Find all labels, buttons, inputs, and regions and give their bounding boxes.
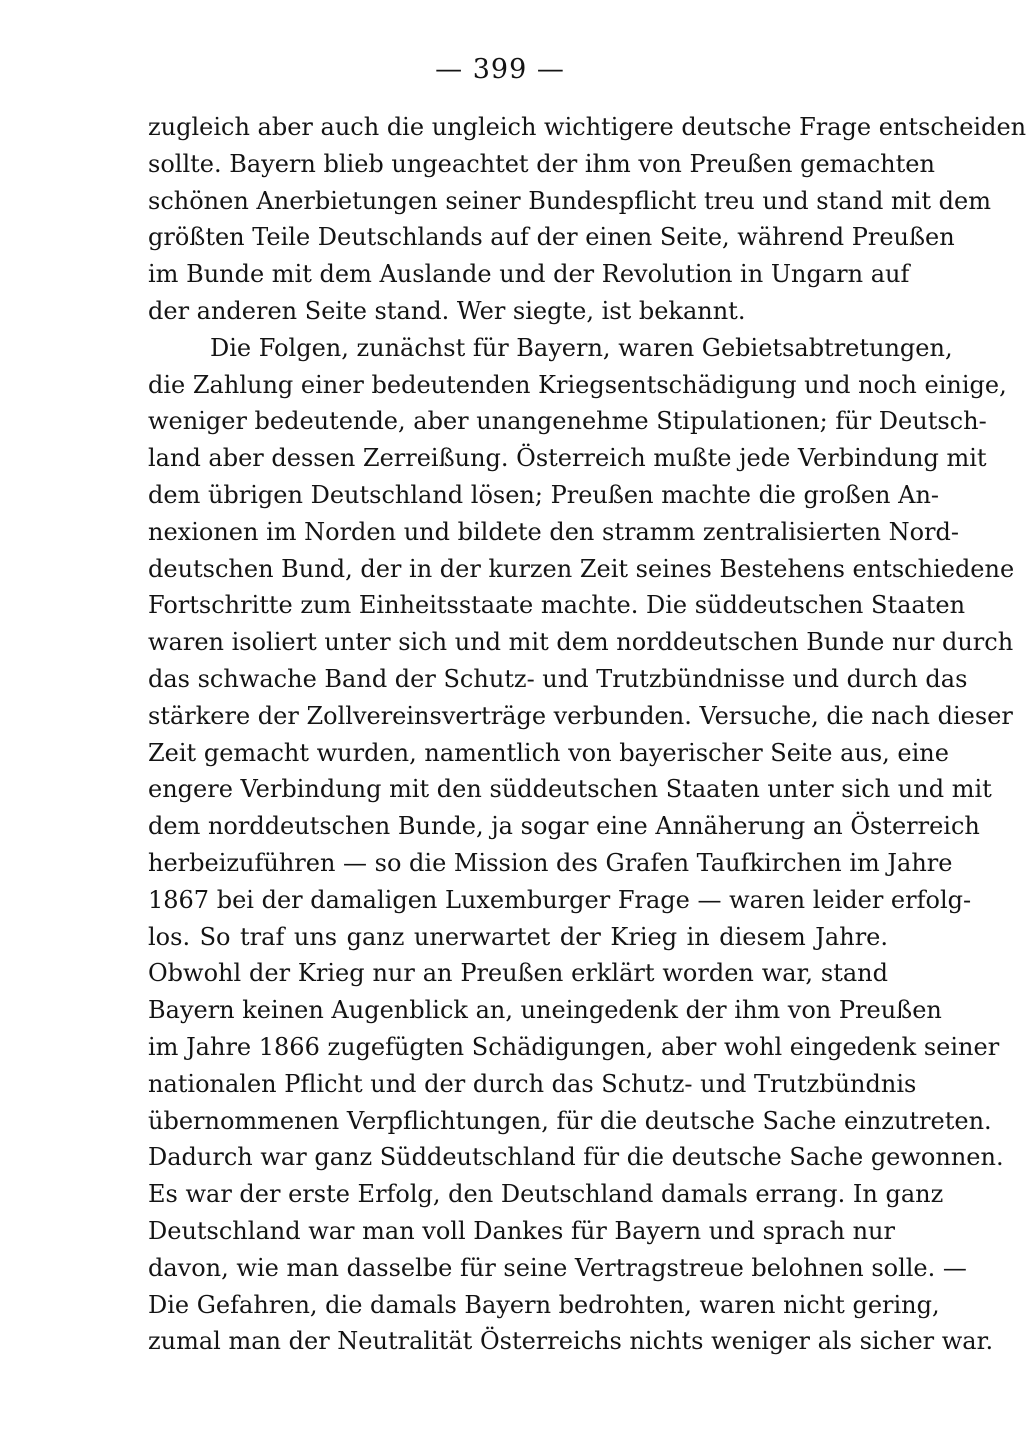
text-line: die Zahlung einer bedeutenden Kriegsentschädigung und noch einige, [148,370,1007,399]
paragraph-1 [148,109,1026,330]
paragraph-2 [148,330,1015,1360]
text-line: im Bunde mit dem Auslande und der Revolution in Ungarn auf [148,260,910,289]
text-line: sollte. Bayern blieb ungeachtet der ihm von Preußen gemachten [148,149,935,178]
text-line: weniger bedeutende, aber unangenehme Stipulationen; für Deutsch- [148,407,987,436]
text-line: dem norddeutschen Bunde, ja sogar eine Annäherung an Österreich [148,812,980,841]
text-line: Obwohl der Krieg nur an Preußen erklärt worden war, stand [148,959,888,988]
text-line: im Jahre 1866 zugefügten Schädigungen, aber wohl eingedenk seiner [148,1032,1000,1061]
text-line: davon, wie man dasselbe für seine Vertragstreue belohnen solle. — [148,1253,967,1282]
text-line: nationalen Pflicht und der durch das Schutz- und Trutzbündnis [148,1069,917,1098]
text-line: los. So traf uns ganz unerwartet der Krieg in diesem Jahre. [148,922,888,951]
text-line: herbeizuführen — so die Mission des Grafen Taufkirchen im Jahre [148,848,953,877]
text-line: waren isoliert unter sich und mit dem norddeutschen Bunde nur durch [148,628,1014,657]
text-line: Die Gefahren, die damals Bayern bedrohten, waren nicht gering, [148,1290,940,1319]
text-line: Dadurch war ganz Süddeutschland für die deutsche Sache gewonnen. [148,1143,1004,1172]
text-line: zugleich aber auch die ungleich wichtigere deutsche Frage entscheiden [148,113,1026,141]
text-line: das schwache Band der Schutz- und Trutzbündnisse und durch das [148,664,968,693]
text-line: Zeit gemacht wurden, namentlich von bayerischer Seite aus, eine [148,738,949,767]
text-line: zumal man der Neutralität Österreichs nichts weniger als sicher war. [148,1327,994,1356]
text-line: dem übrigen Deutschland lösen; Preußen machte die großen An- [148,480,940,509]
text-line: Die Folgen, zunächst für Bayern, waren Gebietsabtretungen, [210,333,953,362]
text-line: größten Teile Deutschlands auf der einen Seite, während Preußen [148,223,955,252]
text-line: land aber dessen Zerreißung. Österreich mußte jede Verbindung mit [148,444,987,473]
text-line: 1867 bei der damaligen Luxemburger Frage — waren leider erfolg- [148,885,972,914]
text-line: übernommenen Verpflichtungen, für die deutsche Sache einzutreten. [148,1106,992,1135]
text-line: deutschen Bund, der in der kurzen Zeit seines Bestehens entschiedene [148,554,1015,583]
text-line: nexionen im Norden und bildete den stramm zentralisierten Nord- [148,517,959,546]
text-line: schönen Anerbietungen seiner Bundespflicht treu und stand mit dem [148,186,991,215]
text-line: engere Verbindung mit den süddeutschen Staaten unter sich und mit [148,775,992,804]
text-body [148,109,1026,1360]
text-line: der anderen Seite stand. Wer siegte, ist bekannt. [148,296,746,325]
text-line: Fortschritte zum Einheitsstaate machte. Die süddeutschen Staaten [148,591,966,620]
text-line: Bayern keinen Augenblick an, uneingedenk der ihm von Preußen [148,996,942,1025]
text-line: Es war der erste Erfolg, den Deutschland damals errang. In ganz [148,1180,944,1209]
page-number: — 399 — [435,54,565,85]
text-line: stärkere der Zollvereinsverträge verbunden. Versuche, die nach dieser [148,701,1013,730]
text-line: Deutschland war man voll Dankes für Bayern und sprach nur [148,1216,895,1245]
